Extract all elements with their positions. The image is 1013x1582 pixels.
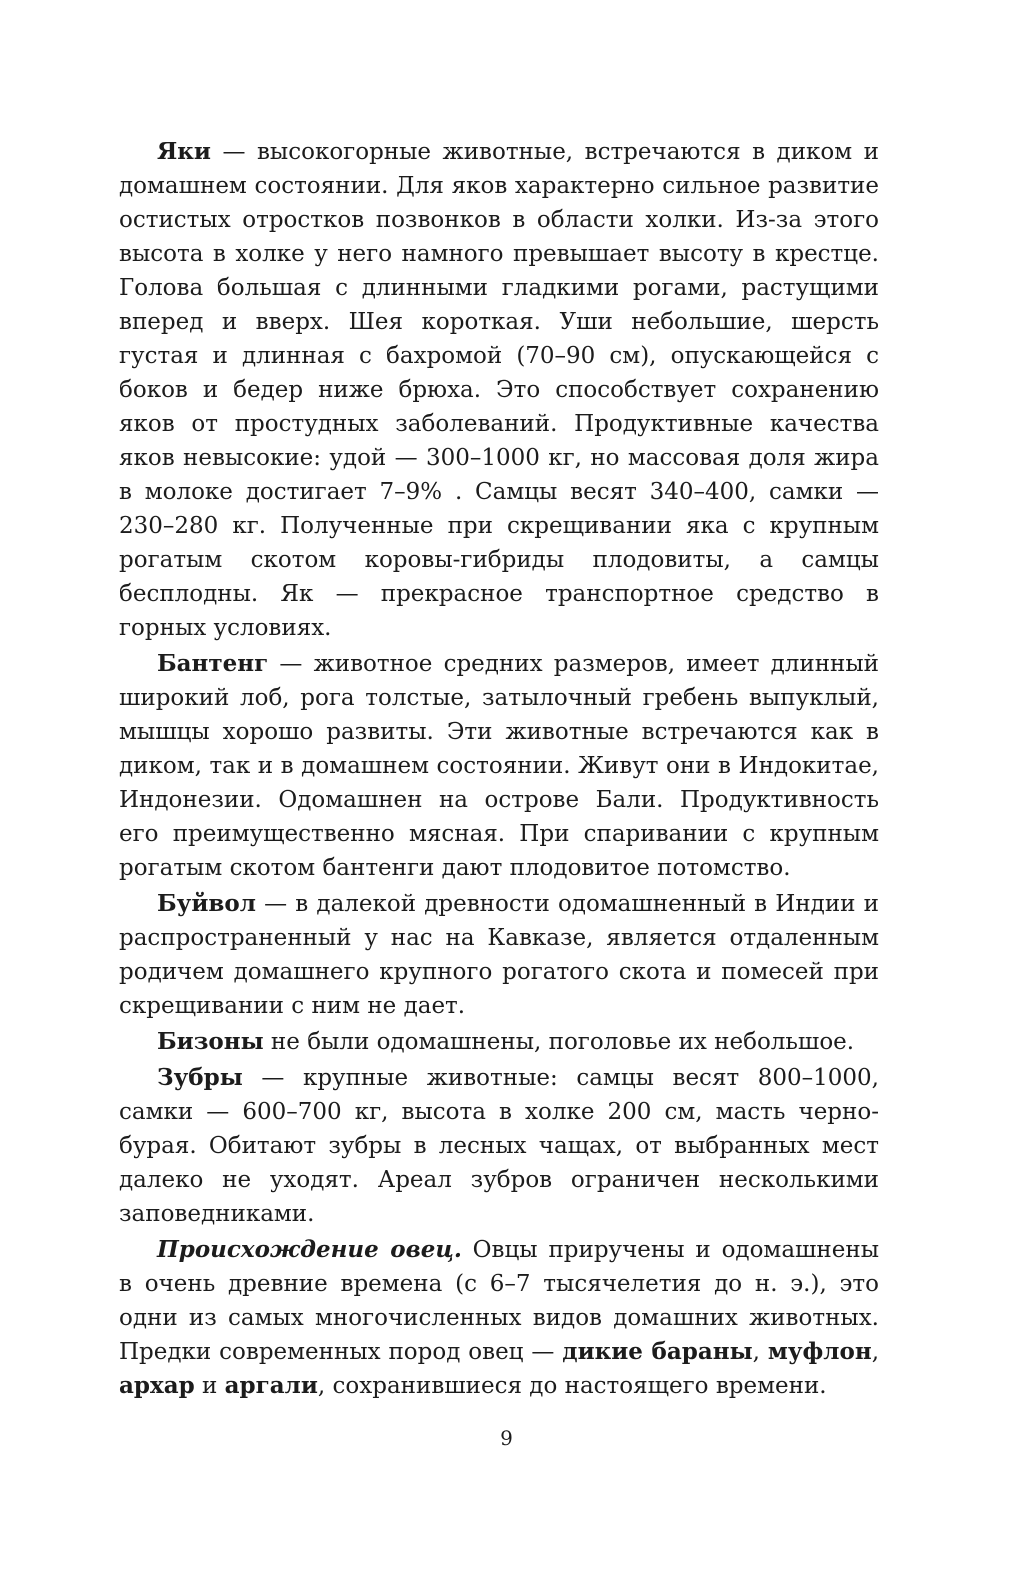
term-banteng: Бантенг: [157, 650, 269, 677]
term-bison: Бизоны: [157, 1028, 264, 1055]
paragraph-banteng: [119, 647, 879, 885]
sheep-separator-2: ,: [871, 1339, 880, 1365]
term-argali: аргали: [224, 1372, 318, 1399]
heading-sheep-origin: Происхождение овец.: [157, 1236, 462, 1263]
term-wild-sheep: дикие бараны: [562, 1338, 753, 1365]
paragraph-wisent: [119, 1061, 879, 1231]
page-body: [119, 135, 879, 1403]
term-buffalo: Буйвол: [157, 890, 256, 917]
paragraph-yaks: [119, 135, 879, 645]
sheep-separator-1: ,: [752, 1339, 768, 1365]
paragraph-wisent-text: — крупные животные: самцы весят 800–1000, самки — 600–700 кг, высота в холке 200 см, масть чернобурая. Обитают зубры в лесных чащах, от выбранных мест далеко не уходят. Ареал зубров ограничен несколькими заповедниками.: [119, 1065, 879, 1227]
paragraph-bison-text: не были одомашнены, поголовье их небольшое.: [263, 1029, 855, 1055]
term-archar: архар: [119, 1372, 195, 1399]
sheep-text-part-1: Овцы приручены и одомашнены в очень древние времена (с 6–7 тысячелетия до н. э.), это одни из самых многочисленных видов домашних животных. Предки современных пород овец —: [119, 1237, 879, 1365]
page-number: 9: [500, 1426, 513, 1450]
paragraph-banteng-text: — животное средних размеров, имеет длинный широкий лоб, рога толстые, затылочный гребень выпуклый, мышцы хорошо развиты. Эти животные встречаются как в диком, так и в домашнем состоянии. Живут они в Индокитае, Индонезии. Одомашнен на острове Бали. Продуктивность его преимущественно мясная. При спаривании с крупным рогатым скотом бантенги дают плодовитое потомство.: [119, 651, 879, 881]
sheep-separator-3: и: [194, 1373, 225, 1399]
term-wisent: Зубры: [157, 1064, 243, 1091]
paragraph-buffalo: [119, 887, 879, 1023]
term-yaks: Яки: [157, 138, 211, 165]
paragraph-bison: [119, 1025, 879, 1059]
sheep-text-part-2: , сохранившиеся до настоящего времени.: [317, 1373, 827, 1399]
paragraph-buffalo-text: — в далекой древности одомашненный в Индии и распространенный у нас на Кавказе, является отдаленным родичем домашнего крупного рогатого скота и помесей при скрещивании с ним не дает.: [119, 891, 879, 1019]
paragraph-yaks-text: — высокогорные животные, встречаются в диком и домашнем состоянии. Для яков характерно сильное развитие остистых отростков позвонков в области холки. Из-за этого высота в холке у него намного превышает высоту в крестце. Голова большая с длинными гладкими рогами, растущими вперед и вверх. Шея короткая. Уши небольшие, шерсть густая и длинная с бахромой (70–90 см), опускающейся с боков и бедер ниже брюха. Это способствует сохранению яков от простудных заболеваний. Продуктивные качества яков невысокие: удой — 300–1000 кг, но массовая доля жира в молоке достигает 7–9% . Самцы весят 340–400, самки — 230–280 кг. Полученные при скрещивании яка с крупным рогатым скотом коровы-гибриды плодовиты, а самцы бесплодны. Як — прекрасное транспортное средство в горных условиях.: [119, 139, 879, 641]
term-mouflon: муфлон: [767, 1338, 872, 1365]
paragraph-sheep-origin: [119, 1233, 879, 1403]
